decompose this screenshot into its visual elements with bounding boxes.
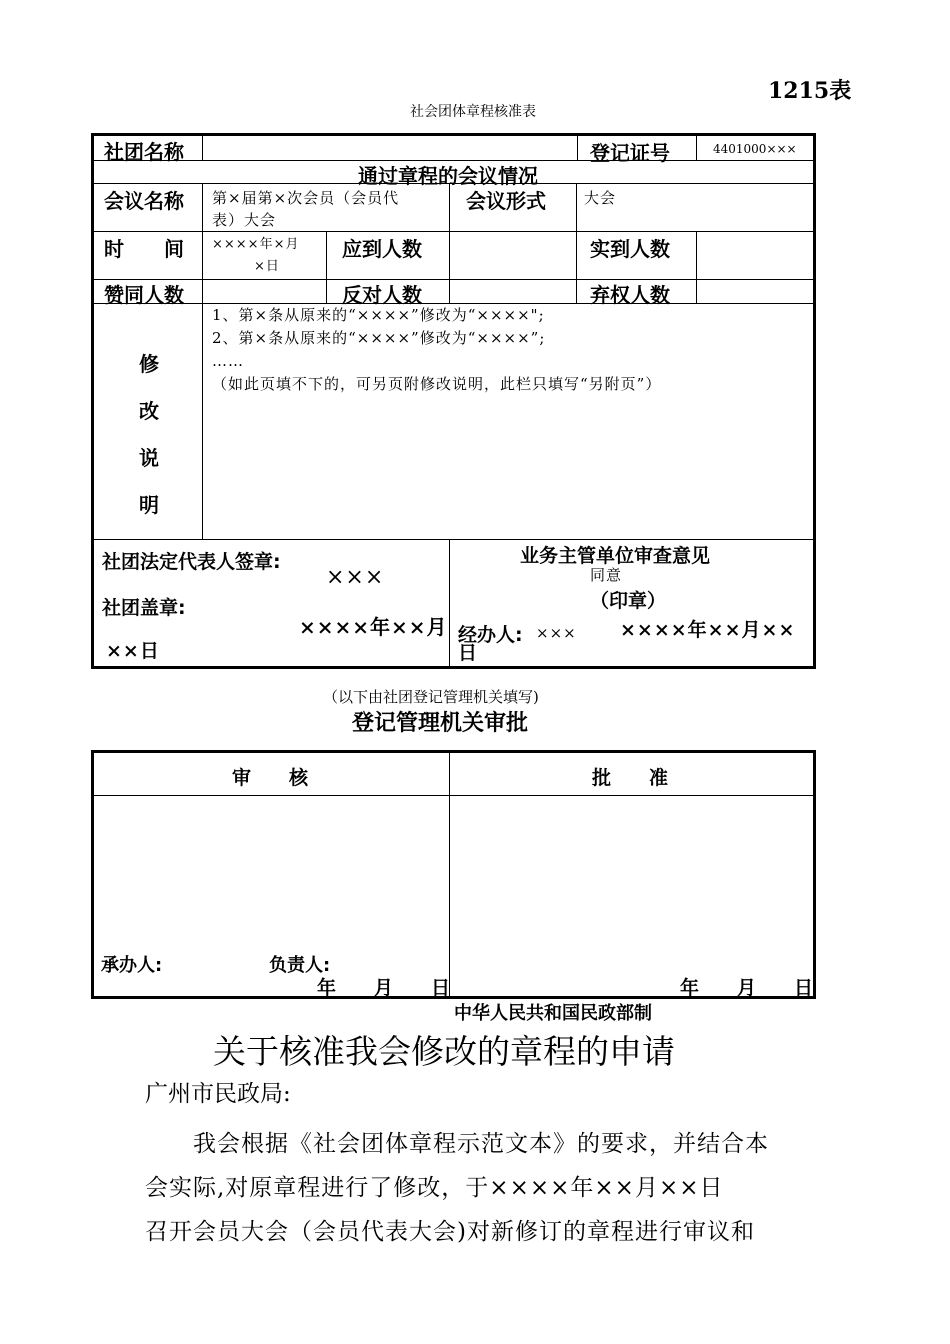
amendment-notes — [212, 304, 661, 396]
handler-label: 经办人: — [458, 624, 523, 646]
form-title: 社会团体章程核准表 — [410, 104, 536, 120]
org-name-label: 社团名称 — [104, 140, 184, 164]
expected-label: 应到人数 — [342, 237, 422, 261]
meeting-name-label: 会议名称 — [104, 189, 184, 213]
handler-value: ××× — [536, 624, 577, 642]
meeting-form-label: 会议形式 — [466, 189, 546, 213]
undertaker-label: 承办人: — [101, 955, 163, 976]
row-divider — [94, 795, 813, 796]
amendment-line: （如此页填不下的，可另页附修改说明，此栏只填写“另附页”） — [212, 375, 662, 393]
org-date-line2: ××日 — [106, 640, 160, 662]
date-right: 年 月 日 — [680, 977, 814, 999]
time-label: 时 间 — [104, 237, 184, 261]
responsible-label: 负责人: — [269, 955, 331, 976]
letter-body — [145, 1122, 815, 1254]
approve-label: 赞同人数 — [104, 283, 184, 307]
registration-approval-table — [91, 750, 816, 999]
amendment-char: 明 — [139, 493, 159, 517]
meeting-form-value: 大会 — [584, 189, 617, 207]
amendment-label — [134, 348, 164, 536]
charter-approval-table — [91, 133, 816, 669]
letter-addressee: 广州市民政局: — [145, 1081, 291, 1107]
registration-note: （以下由社团登记管理机关填写) — [323, 688, 539, 706]
supervisor-opinion: 同意 — [590, 566, 623, 584]
supervisor-seal: （印章） — [590, 590, 667, 612]
letter-title: 关于核准我会修改的章程的申请 — [213, 1032, 675, 1071]
oppose-label: 反对人数 — [342, 283, 422, 307]
time-value-line2: ×日 — [254, 259, 280, 274]
reg-no-value: 4401000××× — [713, 142, 797, 156]
letter-body-line: 召开会员大会（会员代表大会)对新修订的章程进行审议和 — [145, 1219, 755, 1245]
supervisor-title: 业务主管单位审查意见 — [520, 545, 711, 567]
column-divider — [449, 753, 450, 999]
org-seal-label: 社团盖章: — [102, 597, 186, 619]
form-number: 1215表 — [768, 78, 852, 104]
approve-header: 批 准 — [592, 767, 669, 789]
review-header: 审 核 — [232, 767, 309, 789]
meeting-name-value-line2: 表）大会 — [212, 211, 277, 229]
date-left: 年 月 日 — [317, 977, 451, 999]
letter-body-line: 我会根据《社会团体章程示范文本》的要求，并结合本 — [145, 1131, 769, 1157]
amendment-char: 说 — [139, 446, 159, 470]
letter-body-line: 会实际,对原章程进行了修改，于××××年××月××日 — [145, 1175, 724, 1201]
reg-no-label: 登记证号 — [590, 141, 670, 165]
amendment-char: 修 — [139, 352, 159, 376]
amendment-line: …… — [212, 352, 244, 370]
supervisor-date-line2: 日 — [458, 642, 479, 664]
actual-label: 实到人数 — [590, 237, 670, 261]
time-value-line1: ××××年×月 — [212, 237, 300, 252]
meeting-name-value-line1: 第×届第×次会员（会员代 — [212, 189, 400, 207]
meeting-section-title: 通过章程的会议情况 — [358, 164, 538, 188]
supervisor-date-line1: ××××年××月×× — [620, 619, 796, 641]
row-divider — [94, 539, 813, 540]
ministry-credit: 中华人民共和国民政部制 — [454, 1003, 652, 1024]
org-date-line1: ××××年××月 — [299, 615, 448, 639]
amendment-line: 2、第×条从原来的“××××”修改为“××××”; — [212, 329, 546, 347]
legal-rep-label: 社团法定代表人签章: — [102, 551, 281, 573]
abstain-label: 弃权人数 — [590, 283, 670, 307]
legal-rep-value: ××× — [326, 565, 385, 590]
amendment-char: 改 — [139, 399, 159, 423]
amendment-line: 1、第×条从原来的“××××”修改为“××××"; — [212, 306, 545, 324]
registration-title: 登记管理机关审批 — [352, 711, 529, 736]
